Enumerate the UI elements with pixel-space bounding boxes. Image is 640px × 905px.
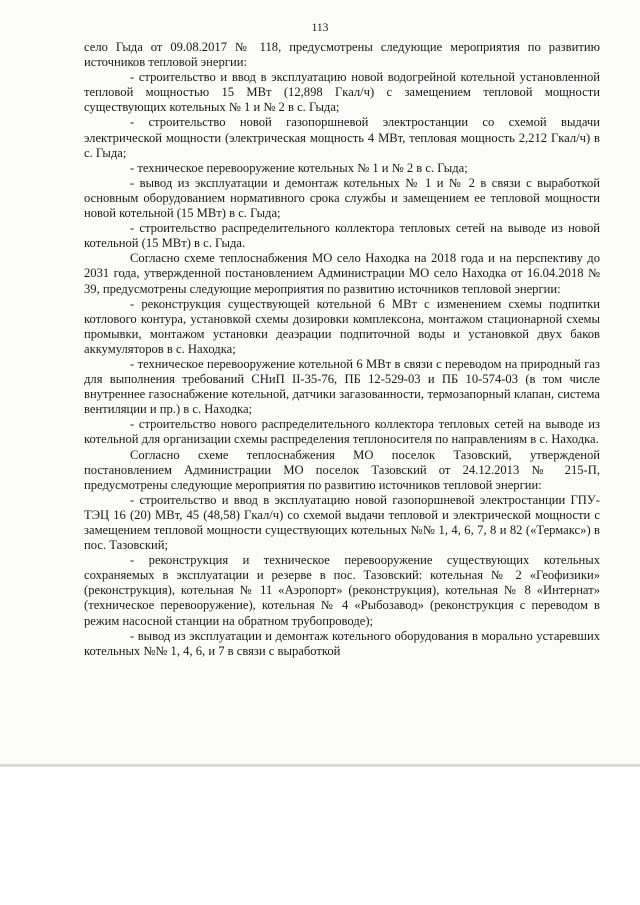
scan-bottom-edge [0,764,640,767]
paragraph: - реконструкция существующей котельной 6 МВт с изменением схемы подпитки котлового контура, установкой схемы дозировки комплексона, монтажом стационарной схемы промывки, монтажом установки деаэрации подпиточной воды и установкой двух баков аккумуляторов в с. Находка; [84,296,600,356]
paragraph: - строительство и ввод в эксплуатацию новой водогрейной котельной установленной тепловой мощностью 15 МВт (12,898 Гкал/ч) с замещением тепловой мощности существующих котельных № 1 и № 2 в с. Гыда; [84,70,600,115]
paragraph: Согласно схеме теплоснабжения МО поселок Тазовский, утвержденой постановлением Администрации МО поселок Тазовский от 24.12.2013 № 215-П, предусмотрены следующие мероприятия по развитию источников тепловой энергии: [84,447,600,492]
paragraph: - строительство новой газопоршневой электростанции со схемой выдачи электрической мощности (электрическая мощность 4 МВт, тепловая мощность 2,212 Гкал/ч) в с. Гыда; [84,115,600,160]
paragraph: - техническое перевооружение котельных № 1 и № 2 в с. Гыда; [130,160,468,175]
paragraph: - строительство и ввод в эксплуатацию новой газопоршневой электростанции ГПУ-ТЭЦ 16 (20) МВт, 45 (48,58) Гкал/ч) со схемой выдачи тепловой и электрической мощности с замещением тепловой мощности существующих котельных №№ 1, 4, 6, 7, 8 и 82 («Термакс») в пос. Тазовский; [84,492,600,553]
paragraph: - вывод из эксплуатации и демонтаж котельных № 1 и № 2 в связи с выработкой основным оборудованием нормативного срока службы и замещением ее тепловой мощности новой котельной (15 МВт) в с. Гыда; [84,175,600,221]
paragraph: - техническое перевооружение котельной 6 МВт в связи с переводом на природный газ для выполнения требований СНиП II-35-76, ПБ 12-529-03 и ПБ 10-574-03 (в том числе внутреннее газоснабжение котельной, датчики загазованности, термозапорный клапан, система вентиляции и пр.) в с. Находка; [84,356,600,417]
paragraph: Согласно схеме теплоснабжения МО село Находка на 2018 года и на перспективу до 2031 года, утвержденной постановлением Администрации МО село Находка от 16.04.2018 № 39, предусмотрены следующие мероприятия по развитию источников тепловой энергии: [84,251,600,296]
page-number: 113 [311,22,329,34]
paragraph: - строительство нового распределительного коллектора тепловых сетей на выводе из котельной для организации схемы распределения теплоносителя по направлениям в с. Находка. [84,417,600,447]
paragraph: - вывод из эксплуатации и демонтаж котельного оборудования в морально устаревших котельных №№ 1, 4, 6, и 7 в связи с выработкой [84,628,600,658]
paragraph: село Гыда от 09.08.2017 № 118, предусмотрены следующие мероприятия по развитию источников тепловой энергии: [84,40,600,70]
document-body [84,40,600,659]
paragraph: - строительство распределительного коллектора тепловых сетей на выводе из новой котельной (15 МВт) в с. Гыда. [84,221,600,251]
paragraph: - реконструкция и техническое перевооружение существующих котельных сохраняемых в эксплуатации и резерве в пос. Тазовский: котельная № 2 «Геофизики» (реконструкция), котельная № 11 «Аэропорт» (реконструкция), котельная № 8 «Интернат» (техническое перевооружение), котельная № 4 «Рыбозавод» (реконструкция с переводом в режим насосной станции на обратном трубопроводе); [84,553,600,628]
